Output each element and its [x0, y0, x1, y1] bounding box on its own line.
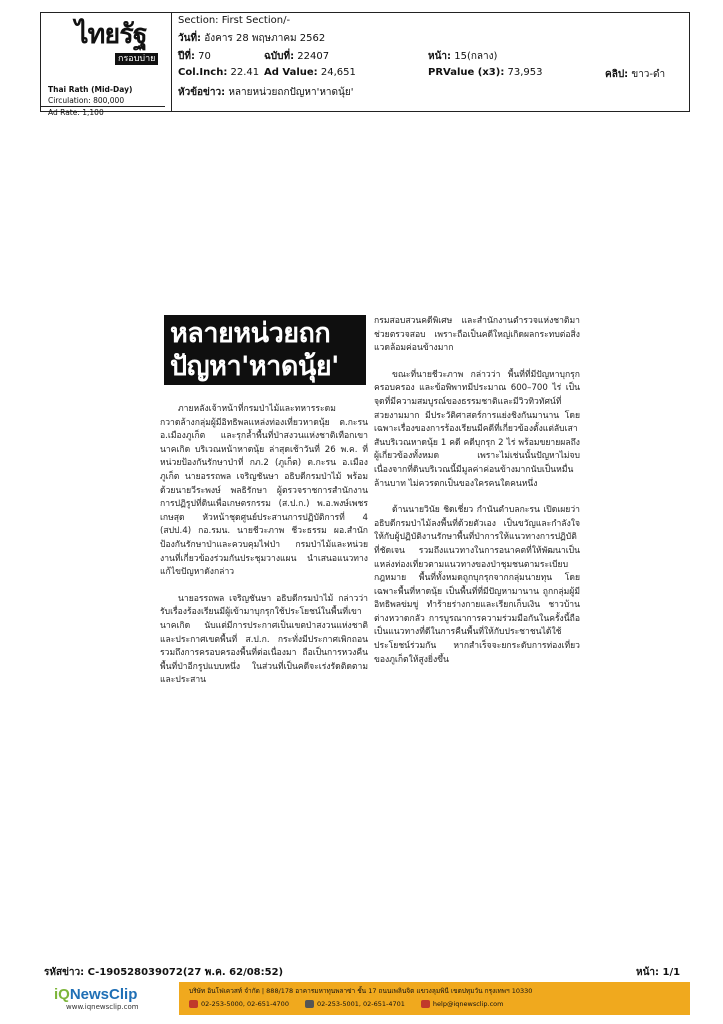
clip-row: [605, 67, 665, 82]
provider-footer: [44, 982, 690, 1015]
advalue-row: [264, 67, 356, 78]
edition-name: Thai Rath (Mid-Day): [48, 85, 133, 94]
advalue-value: 24,651: [320, 67, 356, 78]
email-icon: [421, 1000, 430, 1008]
fax-icon: [305, 1000, 314, 1008]
fax-item: [305, 1000, 405, 1008]
article-column-1: [160, 403, 368, 688]
page-count: หน้า: 1/1: [636, 967, 681, 978]
year-value: 70: [198, 51, 211, 62]
issue-value: 22407: [297, 51, 330, 62]
paragraph: ภายหลังเจ้าหน้าที่กรมป่าไม้และทหารระดมกวาดล้างกลุ่มผู้มีอิทธิพลแหล่งท่องเที่ยวหาดนุ้ย ต.กะรน อ.เมืองภูเก็ต และรุกล้ำพื้นที่ป่าสงวนแห่งชาติเทือกเขานาคเกิด บริเวณหน้าหาดนุ้ย ล่าสุดเช้าวันที่ 26 พ.ค. ที่หน่วยป้องกันรักษาป่าที่ กภ.2 (ภูเก็ต) ต.กะรน อ.เมืองภูเก็ต นายอรรถพล เจริญชันษา อธิบดีกรมป่าไม้ พร้อมด้วยนายวีระพงษ์ พลธิรักษา ผู้ตรวจราชการสำนักงานการปฏิรูปที่ดินเพื่อเกษตรกรรม (ส.ป.ก.) พ.อ.พงษ์เพชร เกษสุด หัวหน้าชุดศูนย์ประสานการปฏิบัติการที่ 4 (สปป.4) กอ.รมน. นายชีวะภาพ ชีวะธรรม ผอ.สำนักป้องกันรักษาป่าและควบคุมไฟป่า กรมป่าไม้และหน่วยงานที่เกี่ยวข้องร่วมกันประชุมวางแผน นำเสนอแนวทางแก้ไขปัญหาดังกล่าว: [160, 404, 368, 578]
headline-line-2: ปัญหา'หาดนุ้ย': [170, 351, 339, 382]
clipping-header: [40, 12, 690, 117]
year-label: ปีที่:: [178, 51, 195, 62]
circulation: Circulation: 800,000: [48, 96, 125, 105]
email-item: [421, 1000, 504, 1008]
paragraph: กรมสอบสวนคดีพิเศษ และสำนักงานตำรวจแห่งชาติมาช่วยตรวจสอบ เพราะถือเป็นคดีใหญ่เกิดผลกระทบต่อสิ่งแวดล้อมค่อนข้างมาก: [374, 316, 580, 354]
headline-line-1: หลายหน่วยถก: [170, 318, 331, 349]
prvalue-row: [428, 67, 543, 78]
email-value: help@iqnewsclip.com: [432, 1000, 504, 1008]
year-row: [178, 49, 211, 64]
ad-rate: Ad Rate: 1,100: [41, 106, 165, 117]
topic-row: [178, 85, 354, 100]
section: Section: First Section/-: [178, 15, 291, 26]
newspaper-logo: ไทยรัฐ: [75, 19, 147, 50]
contact-row: [189, 1000, 503, 1008]
phone-icon: [189, 1000, 198, 1008]
topic-label: หัวข้อข่าว:: [178, 87, 226, 98]
page-row: [428, 49, 497, 64]
tel-value: 02-253-5000, 02-651-4700: [201, 1000, 289, 1008]
colinch-row: [178, 67, 259, 78]
clip-value: ขาว-ดำ: [631, 69, 666, 80]
issue-row: [264, 49, 329, 64]
colinch-label: Col.Inch:: [178, 67, 228, 78]
iqnewsclip-logo: [44, 982, 179, 1015]
logo-edition-tag: กรอบบ่าย: [115, 53, 158, 65]
advalue-label: Ad Value:: [264, 67, 318, 78]
prvalue-label: PRValue (x3):: [428, 67, 505, 78]
paragraph: ขณะที่นายชีวะภาพ กล่าวว่า พื้นที่ที่มีปัญหาบุกรุกครอบครอง และข้อพิพาทมีประมาณ 600–700 ไร่ เป็นจุดที่มีความสมบูรณ์ของธรรมชาติและมีวิวทิวทัศน์ที่สวยงามมาก มีประวัติศาสตร์การแย่งชิงกันมานาน โดยเฉพาะเรื่องของการร้องเรียนมีคดีที่เกี่ยวข้องตั้งแต่ลับเสาสันบริเวณหาดนุ้ย 1 คดี คดีบุกรุก 2 ไร่ พร้อมขยายผลถึงผู้เกี่ยวข้องทั้งหมด เพราะไม่เช่นนั้นปัญหาไม่จบ เนื่องจากที่ดินบริเวณนี้มีมูลค่าค่อนข้างมากนับเป็นหมื่นล้านบาท ไม่ควรตกเป็นของใครคนใดคนหนึ่ง: [374, 369, 580, 489]
brand-right: NewsClip: [69, 986, 138, 1003]
publication-info: [41, 13, 172, 117]
page-label: หน้า:: [428, 51, 452, 62]
brand-url: www.iqnewsclip.com: [66, 1003, 139, 1011]
news-code: รหัสข่าว: C-190528039072(27 พ.ค. 62/08:52): [44, 967, 284, 978]
date-label: วันที่:: [178, 33, 202, 44]
topic-value: หลายหน่วยถกปัญหา'หาดนุ้ย': [228, 87, 354, 98]
issue-label: ฉบับที่:: [264, 51, 295, 62]
tel-item: [189, 1000, 289, 1008]
date-value: อังคาร 28 พฤษภาคม 2562: [204, 33, 326, 44]
article-column-2: [374, 315, 580, 667]
colinch-value: 22.41: [230, 67, 260, 78]
fax-value: 02-253-5001, 02-651-4701: [316, 1000, 405, 1008]
paragraph: ด้านนายวินัย ชิดเชี่ยว กำนันตำบลกะรน เปิดเผยว่า อธิบดีกรมป่าไม้ลงพื้นที่ด้วยตัวเอง เป็นขวัญและกำลังใจให้กับผู้ปฏิบัติงานรักษาพื้นที่ป่าการให้แนวทางการปฏิบัติที่ชัดเจน รวมถึงแนวทางในการอนาคตที่ให้พัฒนาเป็นแหล่งท่องเที่ยวตามแนวทางของป่าชุมชนตามระเบียบกฎหมาย พื้นที่ทั้งหมดถูกบุกรุกจากกลุ่มนายทุน โดยเฉพาะพื้นที่หาดนุ้ย เป็นพื้นที่ที่มีปัญหามานาน ถูกกลุ่มผู้มีอิทธิพลข่มขู่ ทำร้ายร่างกายและเรียกเก็บเงิน ชาวบ้านต่างหวาดกลัว การบูรณาการความร่วมมือกันในครั้งนี้ถือเป็นแนวทางที่ดีในการคืนพื้นที่ให้กับประชาชนได้ใช้ประโยชน์ร่วมกัน หากสำเร็จจะยกระดับการท่องเที่ยวของภูเก็ตให้สูงยิ่งขึ้น: [374, 505, 580, 665]
date-row: [178, 31, 325, 46]
clip-label: คลิป:: [605, 69, 629, 80]
paragraph: นายอรรถพล เจริญชันษา อธิบดีกรมป่าไม้ กล่าวว่า รับเรื่องร้องเรียนมีผู้เข้ามาบุกรุกใช้ประโยชน์ในพื้นที่เขานาคเกิด นับแต่มีการประกาศเป็นเขตป่าสงวนแห่งชาติ และประกาศเขตพื้นที่ ส.ป.ก. กระทั่งมีประกาศเพิกถอนรวมถึงการครอบครองพื้นที่ต่อเนื่องมา ถือเป็นการหวงคืนพื้นที่ป่าอีกรูปแบบหนึ่ง ในส่วนที่เป็นคดีจะเร่งรัดติดตามและประสาน: [160, 593, 368, 686]
contact-bar: [179, 982, 690, 1015]
page-value: 15(กลาง): [454, 51, 498, 62]
clip-metadata: [172, 13, 689, 111]
prvalue-value: 73,953: [507, 67, 543, 78]
brand-left: iQ: [54, 986, 70, 1003]
brand-mark: [54, 986, 137, 1003]
company-address: บริษัท อินโฟเควสท์ จำกัด | 888/178 อาคารมหาทุนพลาซ่า ชั้น 17 ถนนเพลินจิต แขวงลุมพินี เขตปทุมวัน กรุงเทพฯ 10330: [189, 987, 533, 995]
article-headline: [164, 315, 366, 385]
